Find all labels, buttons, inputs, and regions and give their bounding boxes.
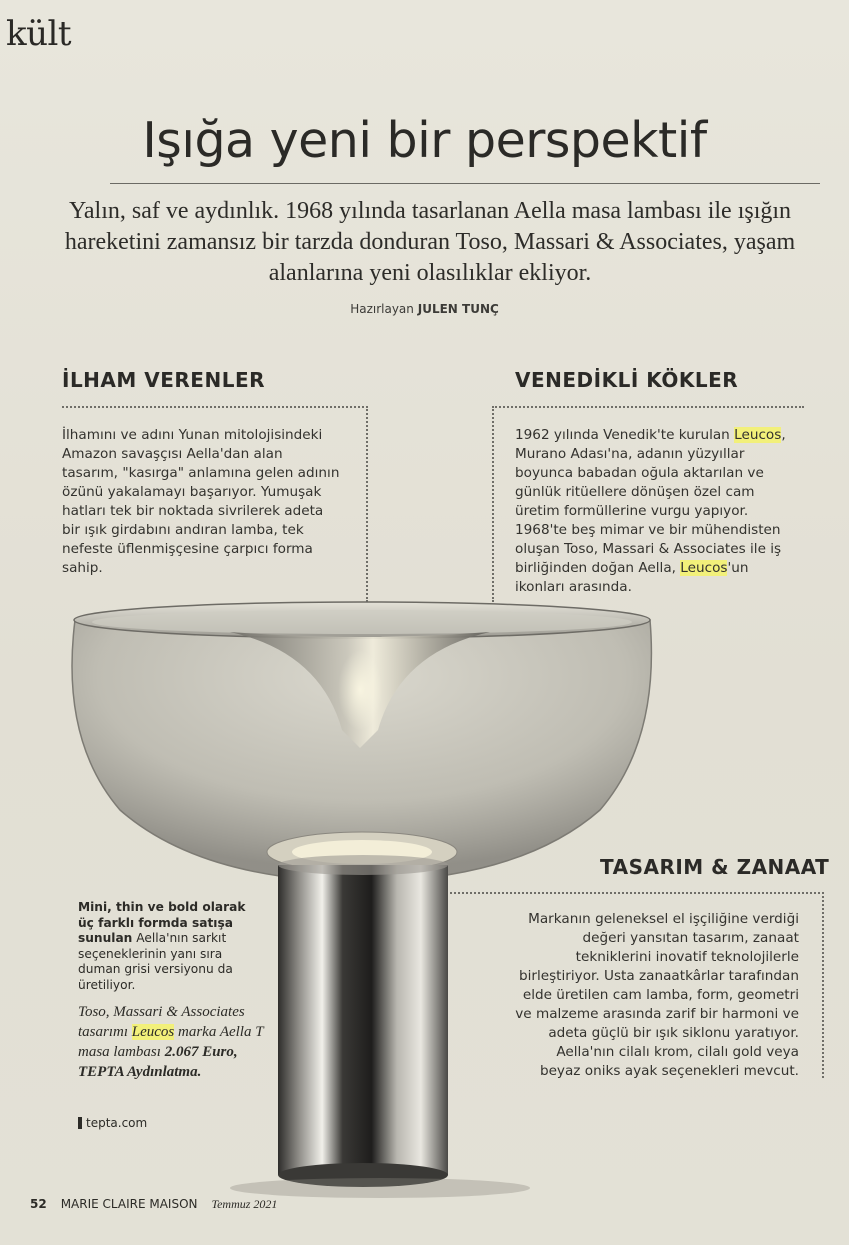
left-column-dotted-border [366,406,368,602]
right-column-text [515,426,790,597]
chrome-base [278,865,448,1175]
craft-column-text: Markanın geleneksel el işçiliğine verdiği değeri yansıtan tasarım, zanaat tekniklerini inovatif teknolojilerle birleştiriyor. Usta zanaatkârlar tarafından elde üretilen cam lamba, form, geometri ve malzeme arasında zarif bir harmoni ve adeta güçlü bir ışık siklonu yaratıyor. Aella'nın cilalı krom, cilalı gold veya beyaz oniks ayak seçenekleri mevcut. [515,911,799,1079]
page-footer [30,1197,277,1212]
left-column-dotted-rule [62,406,368,408]
right-text-part-3: 'un ikonları arasında. [515,560,749,595]
right-column-dotted-border [492,406,494,602]
right-column-heading: VENEDİKLİ KÖKLER [515,368,739,392]
page-number: 52 [30,1197,47,1211]
title-rule [110,183,820,184]
craft-column-dotted-border [822,892,824,1078]
caption-line-2: marka Aella T masa lambası [78,1024,264,1060]
left-column-heading: İLHAM VERENLER [62,368,266,392]
byline-author: JULEN TUNÇ [417,302,499,316]
issue-date: Temmuz 2021 [211,1197,278,1211]
subtitle: Yalın, saf ve aydınlık. 1968 yılında tasarlanan Aella masa lambası ile ışığın hareketini zamansız bir tarzda donduran Toso, Massari & Associates, yaşam alanlarına yeni olasılıklar ekliyor. [64,198,796,286]
caption-brand: Leucos [131,1024,175,1040]
craft-column-heading: TASARIM & ZANAAT [600,855,830,879]
caption-line-1: Toso, Massari & Associates tasarımı [78,1004,245,1040]
product-caption [78,1002,268,1082]
side-note-bold: Mini, thin ve bold olarak üç farklı formda satışa sunulan [78,900,246,945]
page-title: Işığa yeni bir perspektif [142,112,707,169]
website-link[interactable]: tepta.com [86,1116,148,1130]
lamp-illustration [60,590,660,1200]
website-reference [78,1116,147,1130]
side-note-rest: Aella'nın sarkıt seçeneklerinin yanı sıra duman grisi versiyonu da üretiliyor. [78,931,233,992]
magazine-name: MARIE CLAIRE MAISON [60,1197,198,1211]
byline-prefix: Hazırlayan [350,302,414,316]
brand-highlight: Leucos [680,560,728,576]
section-tag: kült [6,14,72,54]
brand-highlight: Leucos [734,427,782,443]
byline [0,302,849,316]
side-note [78,900,258,993]
bullet-bar-icon [78,1117,82,1129]
right-column-dotted-rule [492,406,804,408]
right-text-part-2: , Murano Adası'na, adanın yüzyıllar boyunca babadan oğula aktarılan ve günlük ritüellere dönüşen özel cam üretim formüllerine vurgu yapıyor. 1968'te beş mimar ve bir mühendisten oluşan Toso, Massari & Associates ile iş birliğinden doğan Aella, [515,427,786,576]
right-text-part-1: 1962 yılında Venedik'te kurulan [515,427,735,443]
left-column-text: İlhamını ve adını Yunan mitolojisindeki Amazon savaşçısı Aella'dan alan tasarım, "kasırga" anlamına gelen adının özünü yakalamayı başarıyor. Yumuşak hatları tek bir noktada sivrilerek adeta bir ışık girdabını andıran lamba, tek nefeste üflenmişçesine çarpıcı forma sahip. [62,427,340,576]
craft-column-dotted-rule [450,892,824,894]
caption-price: 2.067 Euro, TEPTA Aydınlatma. [78,1044,238,1080]
